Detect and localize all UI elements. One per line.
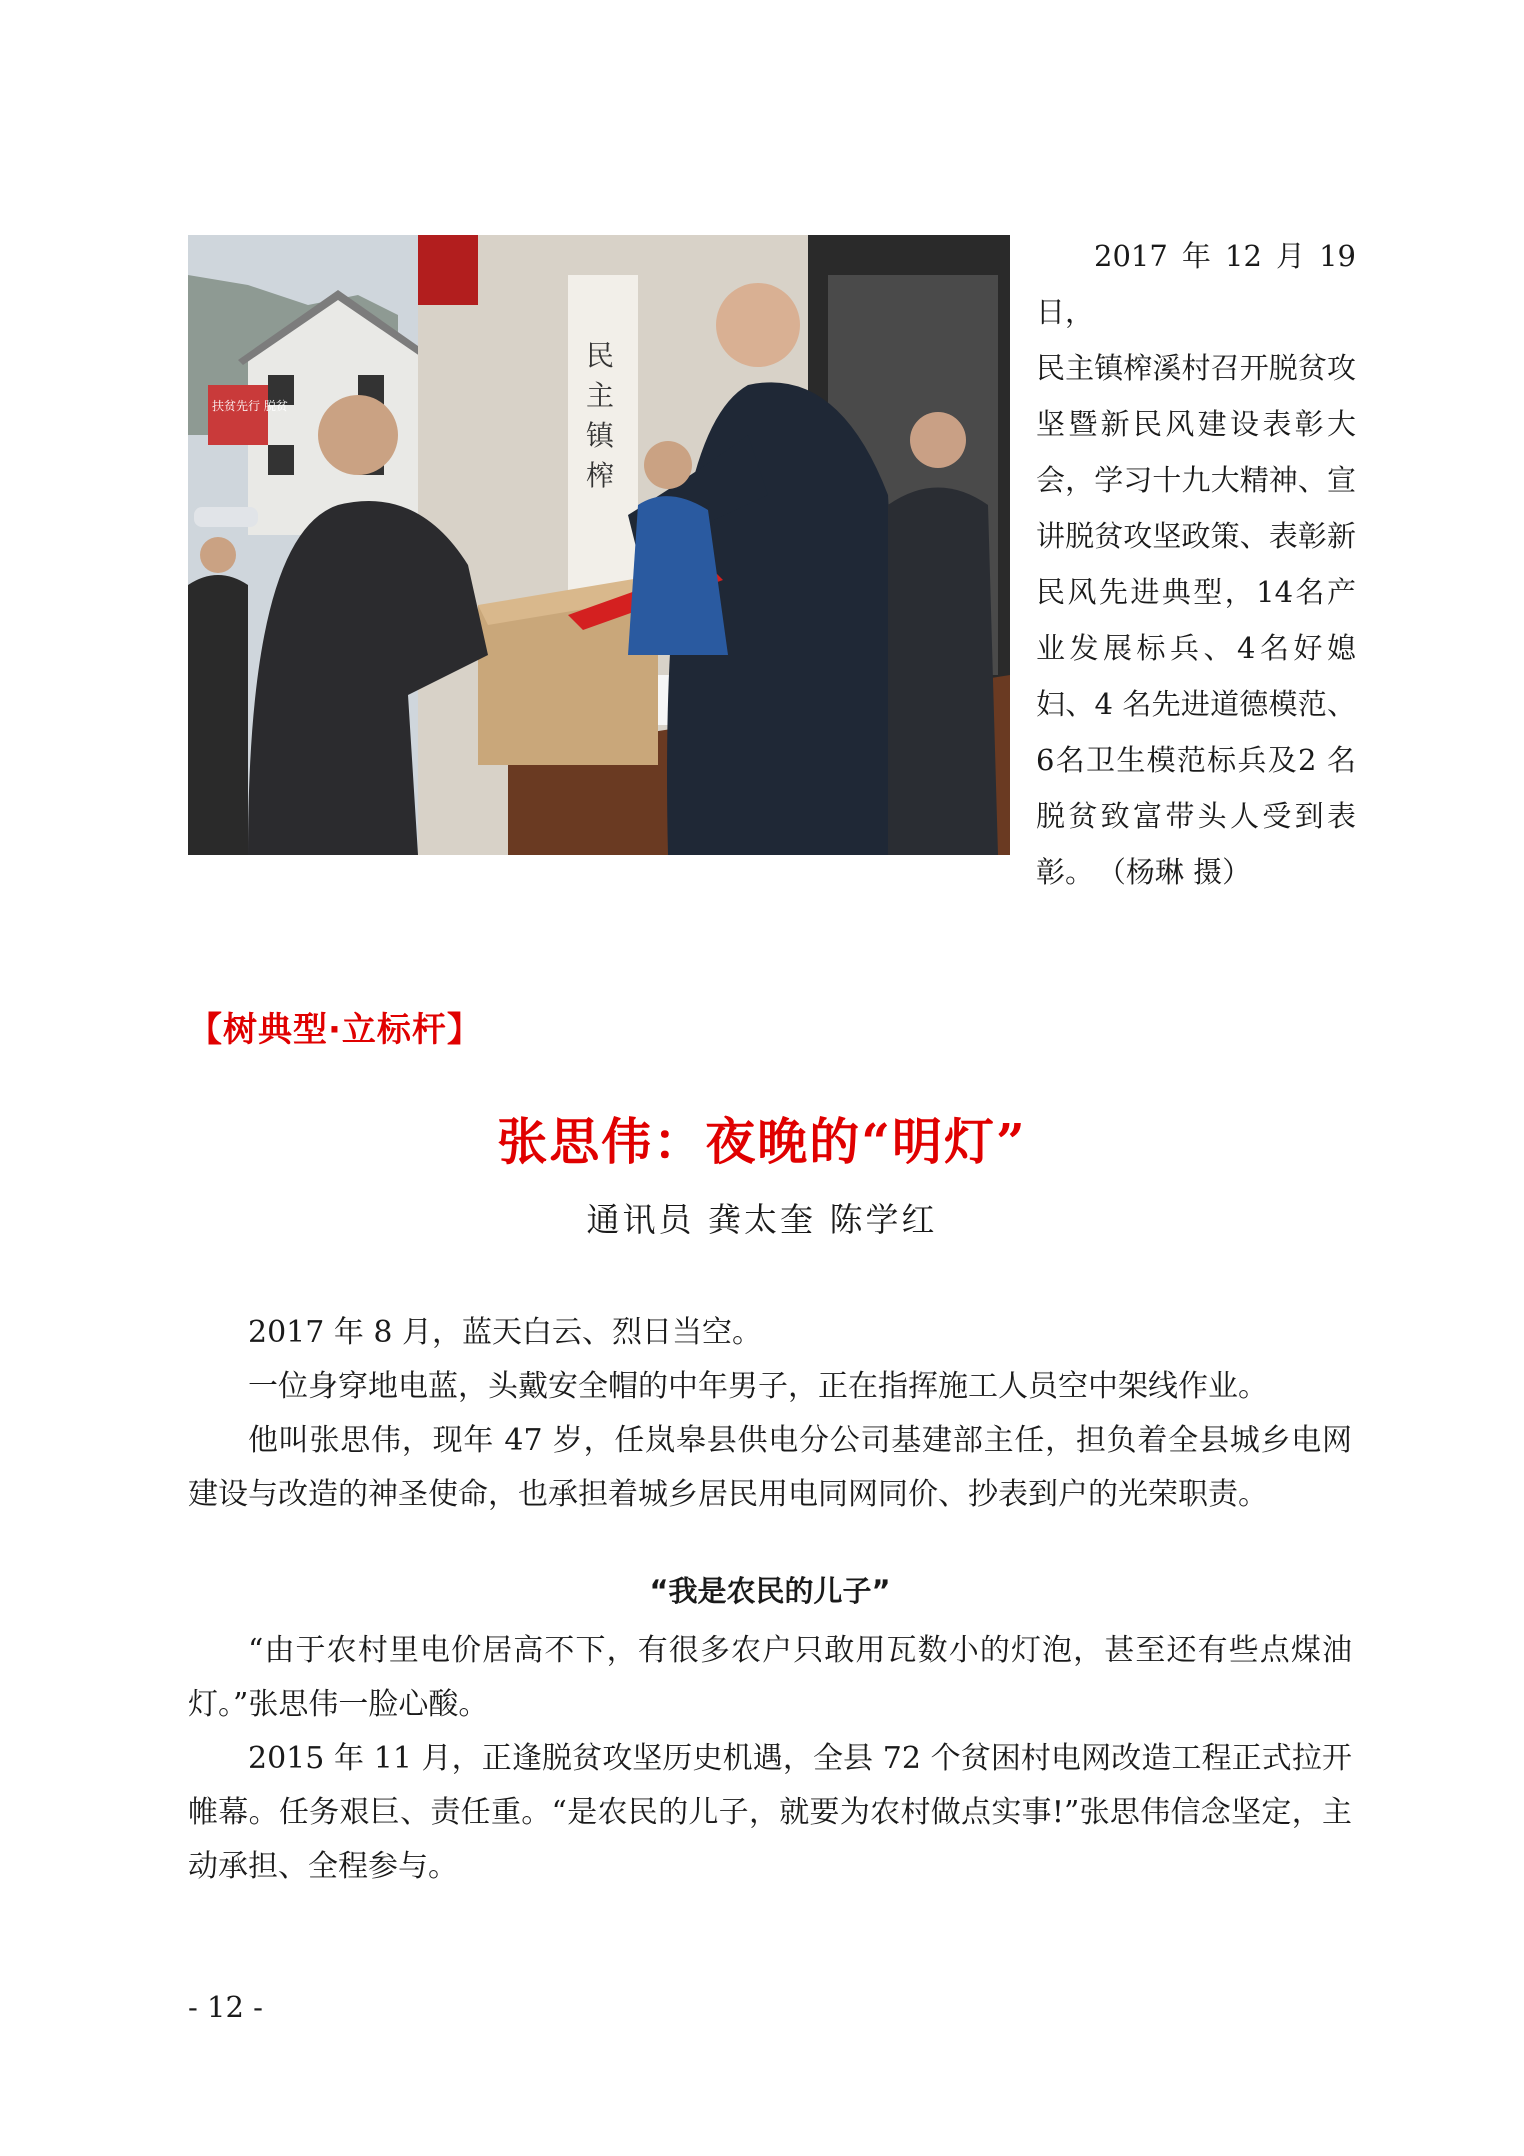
page-number: - 12 -: [188, 1990, 263, 2024]
article-title: 张思伟：夜晚的“明灯”: [497, 1112, 1027, 1171]
paragraph: 他叫张思伟，现年 47 岁，任岚皋县供电分公司基建部主任，担负着全县城乡电网建设与改造的神圣使命，也承担着城乡居民用电同网同价、抄表到户的光荣职责。: [188, 1423, 1352, 1512]
article-byline: 通讯员 龚太奎 陈学红: [586, 1200, 938, 1239]
wall-sign-char-3: 镇: [586, 419, 615, 452]
caption-line-date: 2017年12月19日，: [1036, 239, 1356, 329]
photo-credit: （杨琳 摄）: [1111, 855, 1252, 889]
photo-caption: [1036, 228, 1356, 900]
paragraph: “由于农村里电价居高不下，有很多农户只敢用瓦数小的灯泡，甚至还有些点煤油灯。”张思伟一脸心酸。: [188, 1633, 1352, 1722]
banner-text: 扶贫先行 脱贫: [212, 399, 288, 413]
paragraph: 2017 年 8 月，蓝天白云、烈日当空。: [248, 1315, 763, 1350]
article-subheading: “我是农民的儿子”: [649, 1574, 891, 1608]
paragraph: 2015 年 11 月，正逢脱贫攻坚历史机遇，全县 72 个贫困村电网改造工程正式拉开帷幕。任务艰巨、责任重。“是农民的儿子，就要为农村做点实事!”张思伟信念坚定，主动承担、全程参与。: [188, 1741, 1352, 1884]
wall-sign-char-4: 榨: [586, 459, 615, 492]
wall-sign-char-2: 主: [586, 379, 615, 412]
award-ceremony-photo: [188, 235, 1010, 855]
caption-body: [1036, 340, 1356, 900]
caption-line-body: 民主镇榨溪村召开脱贫攻坚暨新民风建设表彰大会，学习十九大精神、宣讲脱贫攻坚政策、表彰新民风先进典型，14名产业发展标兵、4名好媳妇、4 名先进道德模范、6名卫生模范标兵及2 名脱贫致富带头人受到表彰。: [1036, 351, 1356, 889]
paragraph: 一位身穿地电蓝，头戴安全帽的中年男子，正在指挥施工人员空中架线作业。: [248, 1369, 1268, 1404]
section-tag: 【树典型·立标杆】: [188, 1010, 482, 1050]
wall-sign-char-1: 民: [586, 339, 615, 372]
article-body: [188, 1306, 1352, 1894]
